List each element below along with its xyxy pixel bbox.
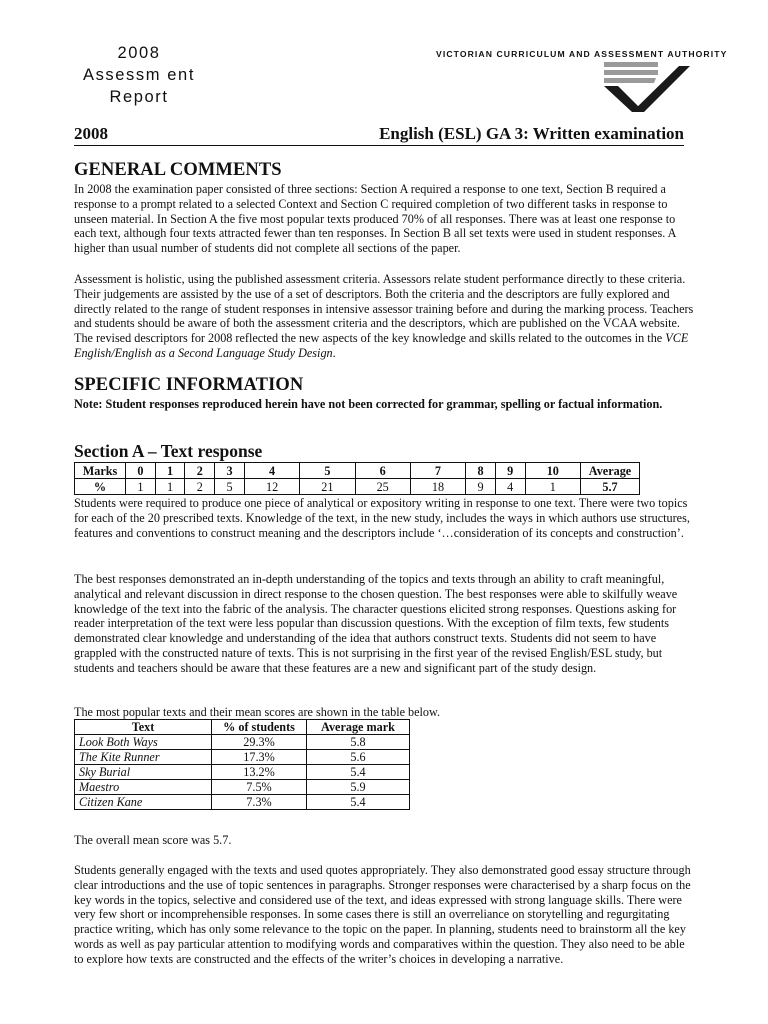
percent-cell: 4 [495, 479, 525, 495]
specific-information-heading: SPECIFIC INFORMATION [74, 375, 304, 395]
table-intro: The most popular texts and their mean scores are shown in the table below. [74, 705, 441, 719]
text-percent: 13.2% [212, 765, 307, 780]
text-percent: 29.3% [212, 735, 307, 750]
text-percent: 7.5% [212, 780, 307, 795]
percent-cell: 9 [466, 479, 496, 495]
mark-cell: 3 [215, 463, 245, 479]
col-text-header: Text [75, 720, 212, 735]
text-average: 5.4 [307, 765, 410, 780]
text-average: 5.6 [307, 750, 410, 765]
study-design-title: VCE English/English as a Second Language Study Design [74, 331, 689, 360]
table-row [75, 735, 410, 750]
report-title-assessment: Assessm ent [82, 66, 196, 84]
section-a-heading: Section A – Text response [74, 441, 263, 461]
percent-cell: 25 [355, 479, 410, 495]
para-2-text: Assessment is holistic, using the published assessment criteria. Assessors relate student performance directly to these criteria. Their judgements are assisted by the use of a set of descriptors. Both the criteria and the descriptors are fully explored and directly related to the range of student responses in intensive assessor training before and during the marking process. Teachers and students should be aware of both the assessment criteria and the descriptors, which are published on the VCAA website. The revised descriptors for 2008 reflected the new aspects of the key knowledge and skills related to the outcomes in the [74, 272, 694, 346]
marks-distribution-table [74, 462, 640, 495]
mark-cell: 5 [300, 463, 355, 479]
percent-cell: 1 [525, 479, 580, 495]
percent-cell: 5 [215, 479, 245, 495]
text-average: 5.4 [307, 795, 410, 810]
texts-table-header [75, 720, 410, 735]
text-title: Sky Burial [75, 765, 212, 780]
section-a-para-2: The best responses demonstrated an in-depth understanding of the topics and texts through an ability to craft meaningful, analytical and relevant discussion in direct response to the chosen question. The best responses were able to skilfully weave knowledge of the text into the fabric of the analysis. The character questions elicited strong responses. Questions asking for reader interpretation of the text were less popular than discussion questions. With the exception of film texts, few students demonstrated clear knowledge and understanding of the idea that authors construct texts. Students did not seem to have grappled with the constructed nature of texts. This is not surprising in the first year of the revised English/ESL study, but students and teachers should be aware that these features are a new and significant part of the study design. [74, 572, 678, 675]
percent-row [75, 479, 640, 495]
marks-label: Marks [75, 463, 126, 479]
vcaa-tick-logo-icon [604, 62, 690, 112]
mark-cell: 6 [355, 463, 410, 479]
mark-cell: 8 [466, 463, 496, 479]
text-title: Look Both Ways [75, 735, 212, 750]
popular-texts-table [74, 719, 410, 810]
report-title-report: Report [109, 88, 169, 106]
report-title-year: 2008 [117, 44, 161, 62]
average-label: Average [581, 463, 640, 479]
text-title: The Kite Runner [75, 750, 212, 765]
percent-cell: 2 [185, 479, 215, 495]
table-row [75, 750, 410, 765]
header-rule [74, 145, 684, 146]
mark-cell: 4 [244, 463, 299, 479]
percent-cell: 1 [155, 479, 185, 495]
header-subject: English (ESL) GA 3: Written examination [379, 124, 684, 143]
note-text: Note: Student responses reproduced herein have not been corrected for grammar, spelling or factual information. [74, 397, 663, 411]
percent-cell: 12 [244, 479, 299, 495]
mark-cell: 2 [185, 463, 215, 479]
mark-cell: 7 [410, 463, 465, 479]
text-title: Maestro [75, 780, 212, 795]
marks-row [75, 463, 640, 479]
mark-cell: 10 [525, 463, 580, 479]
mark-cell: 9 [495, 463, 525, 479]
percent-cell: 18 [410, 479, 465, 495]
general-comments-para-2 [74, 272, 696, 361]
general-comments-para-1: In 2008 the examination paper consisted of three sections: Section A required a response to one text, Section B required a response to a prompt related to a selected Context and Section C required completion of two different tasks in response to unseen material. In Section A the five most popular texts produced 70% of all responses. There was at least one response to each text, although four texts attracted fewer than ten responses. In Section B all set texts were used in student responses. A higher than usual number of students did not complete all sections of the paper. [74, 182, 676, 256]
para-2-end: . [332, 345, 336, 360]
section-a-para-1: Students were required to produce one piece of analytical or expository writing in response to one text. There were two topics for each of the 20 prescribed texts. Knowledge of the text, in the new study, includes the ways in which authors use structures, features and conventions to construct meaning and the descriptors include ‘…consideration of its concepts and construction’. [74, 496, 690, 540]
col-percent-header: % of students [212, 720, 307, 735]
overall-mean-score: The overall mean score was 5.7. [74, 833, 232, 847]
text-percent: 7.3% [212, 795, 307, 810]
general-comments-heading: GENERAL COMMENTS [74, 160, 282, 180]
report-title [74, 42, 204, 108]
percent-cell: 21 [300, 479, 355, 495]
text-average: 5.8 [307, 735, 410, 750]
text-average: 5.9 [307, 780, 410, 795]
text-title: Citizen Kane [75, 795, 212, 810]
table-row [75, 765, 410, 780]
percent-label: % [75, 479, 126, 495]
mark-cell: 0 [126, 463, 156, 479]
percent-cell: 1 [126, 479, 156, 495]
mark-cell: 1 [155, 463, 185, 479]
table-row [75, 795, 410, 810]
col-avg-header: Average mark [307, 720, 410, 735]
authority-name: VICTORIAN CURRICULUM AND ASSESSMENT AUTHORITY [436, 49, 728, 59]
table-row [75, 780, 410, 795]
section-a-para-3: Students generally engaged with the texts and used quotes appropriately. They also demonstrated good essay structure through clear introductions and the use of topic sentences in paragraphs. Stronger responses were characterised by a sharp focus on the key words in the topics, selective and considered use of the text, and ideas expressed with strong language skills. There were very few short or incomprehensible responses. In some cases there is still an overreliance on storytelling and regurgitating practice writing, which has only some relevance to the topic on the paper. In planning, students need to brainstorm all the key words as well as pay particular attention to modifying words and comparatives within the question. They also need to be able to explore how texts are constructed and the effects of the writer’s choices in developing a narrative. [74, 863, 691, 966]
header-year: 2008 [74, 124, 108, 143]
text-percent: 17.3% [212, 750, 307, 765]
average-value: 5.7 [581, 479, 640, 495]
